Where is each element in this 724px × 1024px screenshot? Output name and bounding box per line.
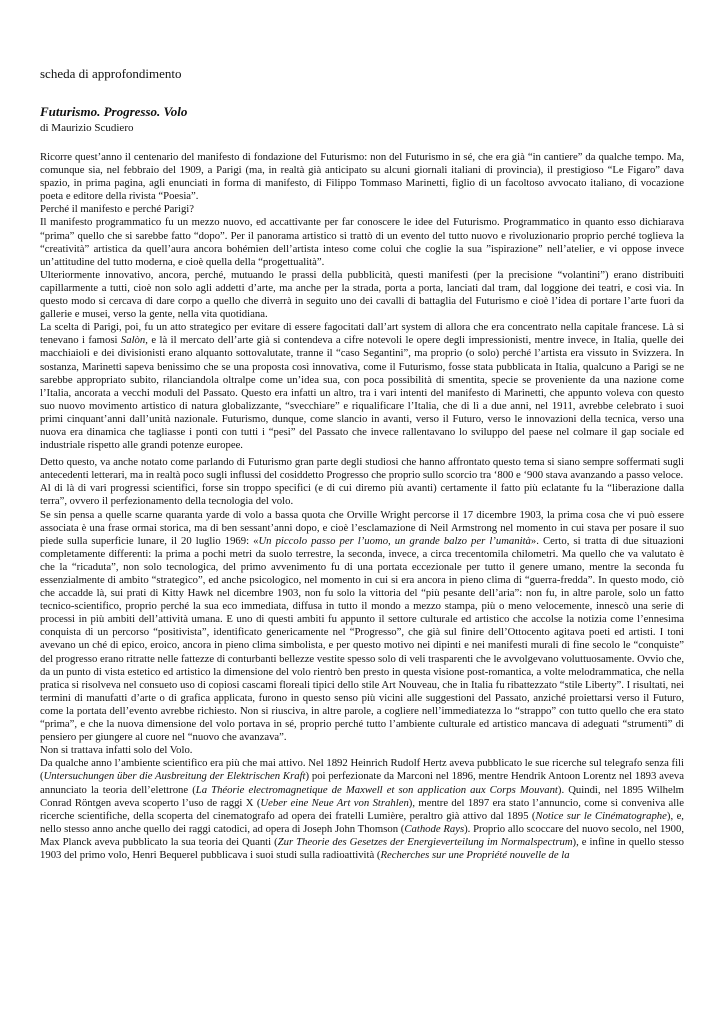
italic-title-text: Un piccolo passo per l’uomo, un grande balzo per l’umanità <box>258 534 531 547</box>
italic-title-text: Untersuchungen über die Ausbreitung der Elektrischen Kraft <box>43 770 306 783</box>
italic-title-text: Cathode Rays <box>404 822 465 835</box>
paragraph-text: Perché il manifesto e perché Parigi? <box>40 203 195 216</box>
article-author: di Maurizio Scudiero <box>40 122 134 134</box>
article-body <box>40 151 684 862</box>
body-paragraph <box>40 321 684 452</box>
body-paragraph <box>40 216 684 268</box>
italic-title-text: Notice sur le Cinématographe <box>535 809 667 822</box>
italic-title-text: Salòn <box>120 334 146 347</box>
section-kicker: scheda di approfondimento <box>40 66 182 81</box>
article-title: Futurismo. Progresso. Volo <box>40 104 188 119</box>
italic-title-text: Recherches sur une Propriété nouvelle de la <box>380 848 570 861</box>
paragraph-text: Da qualche anno l’ambiente scientifico era più che mai attivo. Nel 1892 Heinrich Rudolf Hertz aveva pubblicato le sue ricerche sul telegrafo senza fili ( <box>40 757 684 783</box>
body-paragraph <box>40 744 684 757</box>
body-paragraph <box>40 456 684 482</box>
body-paragraph <box>40 151 684 203</box>
paragraph-text: Non si trattava infatti solo del Volo. <box>40 744 193 757</box>
paragraph-text: ). Quindi, nel 1895 Wilhelm Conrad Röntgen aveva scoperto l’uso de raggi X ( <box>40 783 684 809</box>
paragraph-text: Detto questo, va anche notato come parlando di Futurismo gran parte degli studiosi che hanno affrontato questo tema si siano sempre soffermati sugli antecedenti letterari, ma in realtà poco sugli influssi del cosiddetto Progresso che proprio sullo scorcio tra ‘800 e ‘900 stava avanzando a passo veloce. <box>40 456 684 482</box>
body-paragraph <box>40 757 684 862</box>
body-paragraph <box>40 509 684 745</box>
paragraph-text: Ricorre quest’anno il centenario del manifesto di fondazione del Futurismo: non del Futurismo in sé, che era già “in cantiere” da qualche tempo. Ma, comunque sia, nel febbraio del 1909, a Parigi (ma, in realtà già anticipato su alcuni giornali italiani di provincia), il prestigioso “Le Figaro” dava spazio, in prima pagina, agli enunciati in forma di manifesto, di Filippo Tommaso Marinetti, figlio di un facoltoso avvocato italiano, di vocazione poeta e editore della rivista “Poesia”. <box>40 151 684 203</box>
paragraph-text: Al di là di vari progressi scientifici, forse sin troppo specifici (e di cui diremo più avanti) certamente il fatto più eclatante fu la “liberazione dalla terra”, ovvero il perfezionamento della tecnologia del volo. <box>40 482 684 508</box>
paragraph-text: Ulteriormente innovativo, ancora, perché, mutuando le prassi della pubblicità, questi manifesti (per la precisione “volantini”) erano distribuiti capillarmente a tutti, cioè non solo agli addetti d’arte, ma anche per la strada, porta a porta, lanciati dal tram, dal loggione dei teatri, e così via. In questo modo si cercava di dare corpo a quello che diverrà in seguito uno dei cavalli di battaglia del Futurismo e cioè l’idea di portare l’arte fuori da gallerie e musei, verso la gente, nella vita quotidiana. <box>40 268 684 321</box>
document-page <box>40 66 684 862</box>
italic-title-text: Zur Theorie des Gesetzes der Energieverteilung im Normalspectrum <box>277 835 573 848</box>
paragraph-text: ). Proprio allo scoccare del nuovo secolo, nel 1900, Max Planck aveva pubblicato la sua teoria dei Quanti ( <box>40 822 684 848</box>
paragraph-text: La scelta di Parigi, poi, fu un atto strategico per evitare di essere fagocitati dall’art system di allora che era concentrato nella capitale francese. Là si tenevano i famosi <box>40 321 684 347</box>
body-paragraph <box>40 203 684 216</box>
paragraph-text: , e là il mercato dell’arte già si contendeva a cifre notevoli le opere degli impressionisti, mentre invece, in Italia, quelle dei macchiaioli e dei divisionisti erano alquanto sottovalutate, tranne il “caso Segantini”, ma proprio (o solo) perché l’artista era vissuto in Svizzera. In sostanza, Marinetti sapeva benissimo che se una proposta così innovativa, come il Futurismo, fosse stata pubblicata in Italia, qualcuno a Parigi se ne sarebbe appropriato subito, rilanciandola oltralpe come un’idea sua, con poca possibilità di smentita, specie se proveniente da una nazione come l’Italia, ancorata a vecchi moduli del Passato. Questo era infatti un altro, tra i vari intenti del manifesto di Marinetti, che appunto voleva con questo suo nuovo movimento artistico di natura globalizzante, “svecchiare” e riqualificare l’Italia, che di lì a due anni, nel 1911, avrebbe celebrato i suoi primi cinquant’anni dall’unità nazionale. Futurismo, dunque, come slancio in avanti, verso il Futuro, verso le innovazioni della tecnica, verso una nuova era dinamica che tagliasse i ponti con tutti i “pesi” del Passato che invece rallentavano lo sviluppo del paese nel colmare il gap sociale ed industriale rispetto alle grandi potenze europee. <box>40 334 684 452</box>
paragraph-text: ), e, nello stesso anno anche quello dei raggi catodici, ad opera di Joseph John Thomson ( <box>40 809 684 835</box>
body-paragraph <box>40 482 684 508</box>
paragraph-text: ), mentre del 1897 era stato l’annuncio, come si conveniva alle ricerche scientifiche, della scoperta del cinematografo ad opera dei fratelli Lumière, peraltro già attivo dal 1895 ( <box>40 796 684 822</box>
body-paragraph <box>40 269 684 321</box>
paragraph-text: Se sin pensa a quelle scarne quaranta yarde di volo a bassa quota che Orville Wright percorse il 17 dicembre 1903, la prima cosa che vi può essere associata è una frase ormai storica, ma di ben sessant’anni dopo, e cioè l’esclamazione di Neil Armstrong nel momento in cui stava per posare il suo piede sulla superficie lunare, il 20 luglio 1969: « <box>40 508 684 547</box>
paragraph-text: ), e infine in quello stesso 1903 del primo volo, Henri Bequerel pubblicava i suoi studi sulla radioattività ( <box>40 835 684 861</box>
paragraph-text: Il manifesto programmatico fu un mezzo nuovo, ed accattivante per far conoscere le idee del Futurismo. Programmatico in quanto esso dichiarava “prima” quello che si sarebbe fatto “dopo”. Per il panorama artistico si trattò di un evento del tutto nuovo e rivoluzionario proprio perché toglieva la “creatività” artistica da quell’aura ancora bohémien dell’artista inteso come colui che coglie la sua ”ispirazione” nell’atelier, e vi oppose invece un’attitudine del tutto moderna, e cioè quella della “progettualità”. <box>40 216 684 268</box>
italic-title-text: Ueber eine Neue Art von Strahlen <box>260 796 409 809</box>
paragraph-text: ) poi perfezionate da Marconi nel 1896, mentre Hendrik Antoon Lorentz nel 1893 aveva annunciato la teoria dell’elettrone ( <box>40 770 684 796</box>
paragraph-text: ». Certo, si tratta di due situazioni completamente differenti: la prima a pochi metri da suolo terrestre, la seconda, invece, a circa trecentomila chilometri. Ma quello che va valutato è che la “ricaduta”, non solo tecnologica, del primo avvenimento fu di una portata eccezionale per tutto il genere umano, mentre la seconda fu essenzialmente di ambito “strategico”, ed anche psicologico, nel momento in cui si era ancora in pieno clima di “guerra-fredda”. In questo modo, ciò che accadde là, sui prati di Kitty Hawk nel dicembre 1903, non fu solo la vittoria del “più pesante dell’aria”: non fu, in altre parole, solo un fatto tecnico-scientifico, proprio perché la sua eco immediata, diffusa in tutto il mondo a mezzo stampa, più o meno velocemente, innescò una serie di processi in più ambiti dell’attività umana. E uno di questi ambiti fu appunto il settore culturale ed artistico che accolse la notizia come l’ennesima conquista di un percorso “positivista”, identificato genericamente nel “Progresso”, che già sul finire dell’Ottocento agitava poeti ed artisti. I toni avevano un ché di epico, eroico, ancora in pieno clima simbolista, e per questo motivo nei dipinti e nei manifesti murali di fine secolo le “conquiste” del progresso erano ritratte nelle fattezze di conturbanti bellezze vestite spesso solo di veli trasparenti che le avvolgevano voluttuosamente. Ovvio che, da un punto di vista estetico ed artistico la dimensione del volo rientrò ben presto in questa visione post-romantica, a volte melodrammatica, che nella pratica si risolveva nel consueto uso di copiosi cascami floreali tipici dello stile Art Nouveau, che in Italia fu ribattezzato “stile Liberty”. I risultati, nei termini di manufatti d’arte o di grafica applicata, furono in questo senso più vicini alle suggestioni del Passato, anziché proiettarsi verso il Futuro, come la portata dell’evento avrebbe richiesto. Non si riusciva, in altre parole, a cogliere nell’immediatezza lo “strappo” con tutto quello che era stato “prima”, e che la nuova dimensione del volo portava in sé, proprio perché tutto l’ambiente culturale ed artistico mancava di adeguati “strumenti” di pensiero per giungere al cuore nel “nuovo che avanzava”. <box>40 534 684 744</box>
italic-title-text: La Théorie electromagnetique de Maxwell et son application aux Corps Mouvant <box>195 783 558 796</box>
